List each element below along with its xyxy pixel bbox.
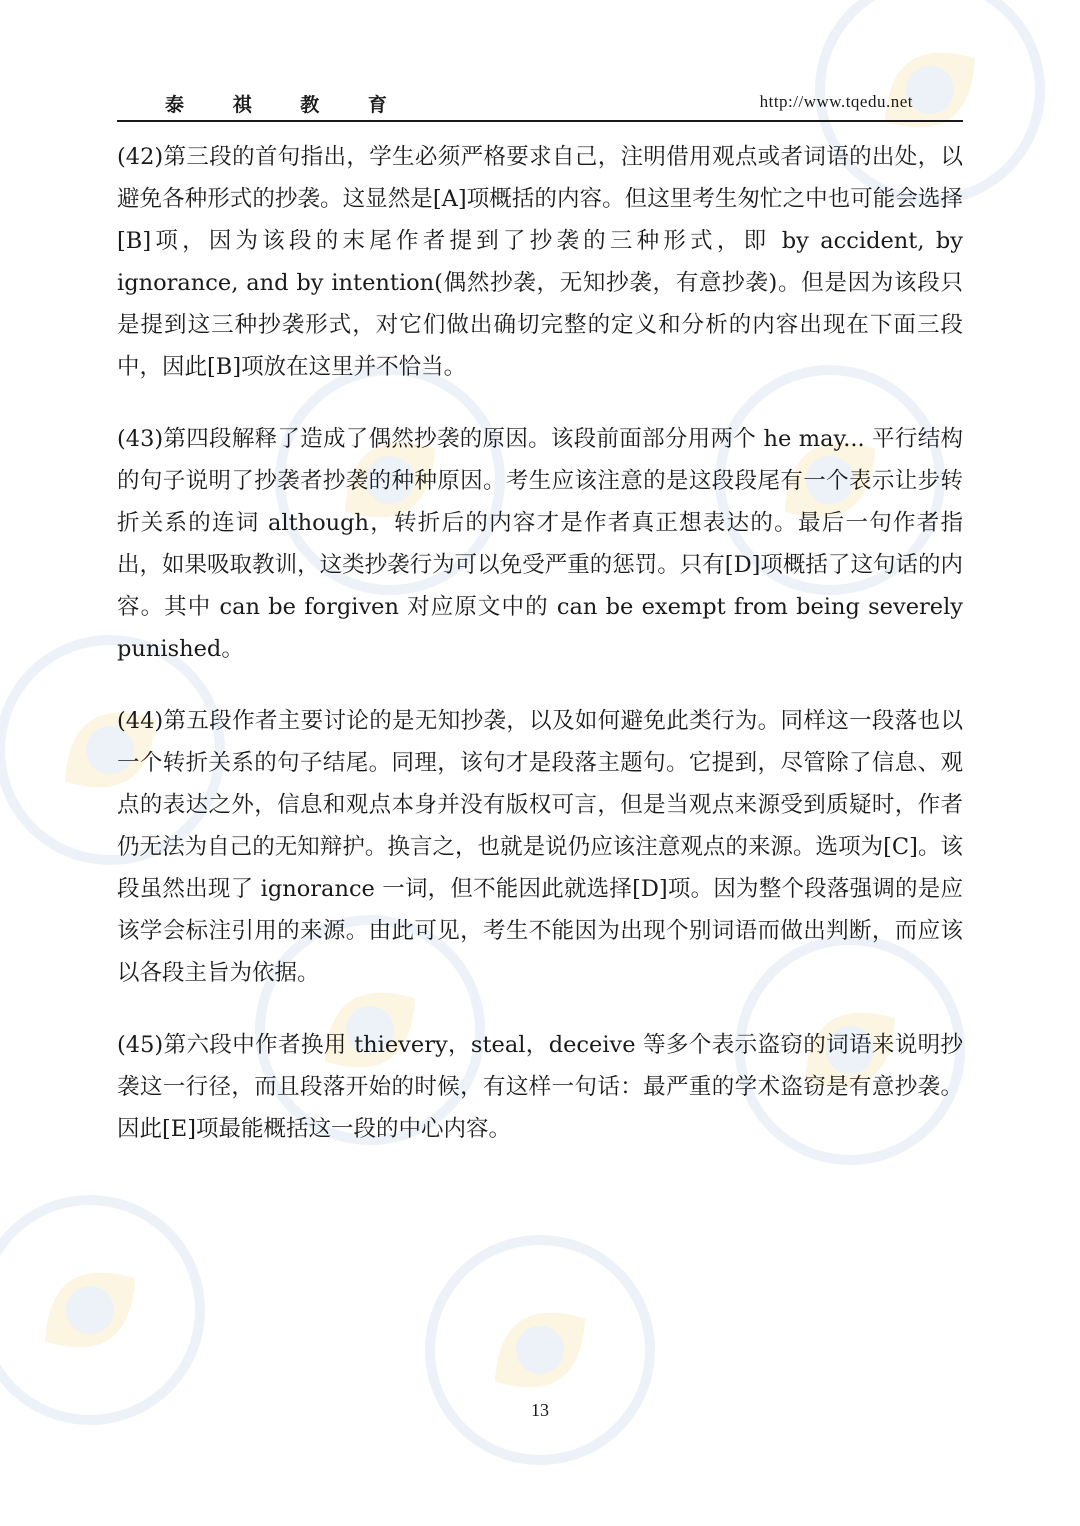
page-header <box>117 84 963 122</box>
header-url: http://www.tqedu.net <box>759 92 913 111</box>
document-body <box>117 136 963 1180</box>
page-number: 13 <box>531 1400 549 1420</box>
paragraph-45: (45)第六段中作者换用 thievery，steal，deceive 等多个表示盗窃的词语来说明抄袭这一行径，而且段落开始的时候，有这样一句话：最严重的学术盗窃是有意抄袭。因此[E]项最能概括这一段的中心内容。 <box>117 1032 963 1142</box>
paragraph-42: (42)第三段的首句指出，学生必须严格要求自己，注明借用观点或者词语的出处，以避免各种形式的抄袭。这显然是[A]项概括的内容。但这里考生匆忙之中也可能会选择[B]项，因为该段的末尾作者提到了抄袭的三种形式，即 by accident, by ignorance, and by intention(偶然抄袭，无知抄袭，有意抄袭)。但是因为该段只是提到这三种抄袭形式，对它们做出确切完整的定义和分析的内容出现在下面三段中，因此[B]项放在这里并不恰当。 <box>117 144 963 380</box>
paragraph-43: (43)第四段解释了造成了偶然抄袭的原因。该段前面部分用两个 he may... 平行结构的句子说明了抄袭者抄袭的种种原因。考生应该注意的是这段段尾有一个表示让步转折关系的连词 although，转折后的内容才是作者真正想表达的。最后一句作者指出，如果吸取教训，这类抄袭行为可以免受严重的惩罚。只有[D]项概括了这句话的内容。其中 can be forgiven 对应原文中的 can be exempt from being severely punished。 <box>117 426 963 662</box>
watermark-logo <box>390 1200 690 1500</box>
paragraph-44: (44)第五段作者主要讨论的是无知抄袭，以及如何避免此类行为。同样这一段落也以一个转折关系的句子结尾。同理，该句才是段落主题句。它提到，尽管除了信息、观点的表达之外，信息和观点本身并没有版权可言，但是当观点来源受到质疑时，作者仍无法为自己的无知辩护。换言之，也就是说仍应该注意观点的来源。选项为[C]。该段虽然出现了 ignorance 一词，但不能因此就选择[D]项。因为整个段落强调的是应该学会标注引用的来源。由此可见，考生不能因为出现个别词语而做出判断，而应该以各段主旨为依据。 <box>117 708 963 986</box>
org-name: 泰 祺 教 育 <box>165 94 408 116</box>
